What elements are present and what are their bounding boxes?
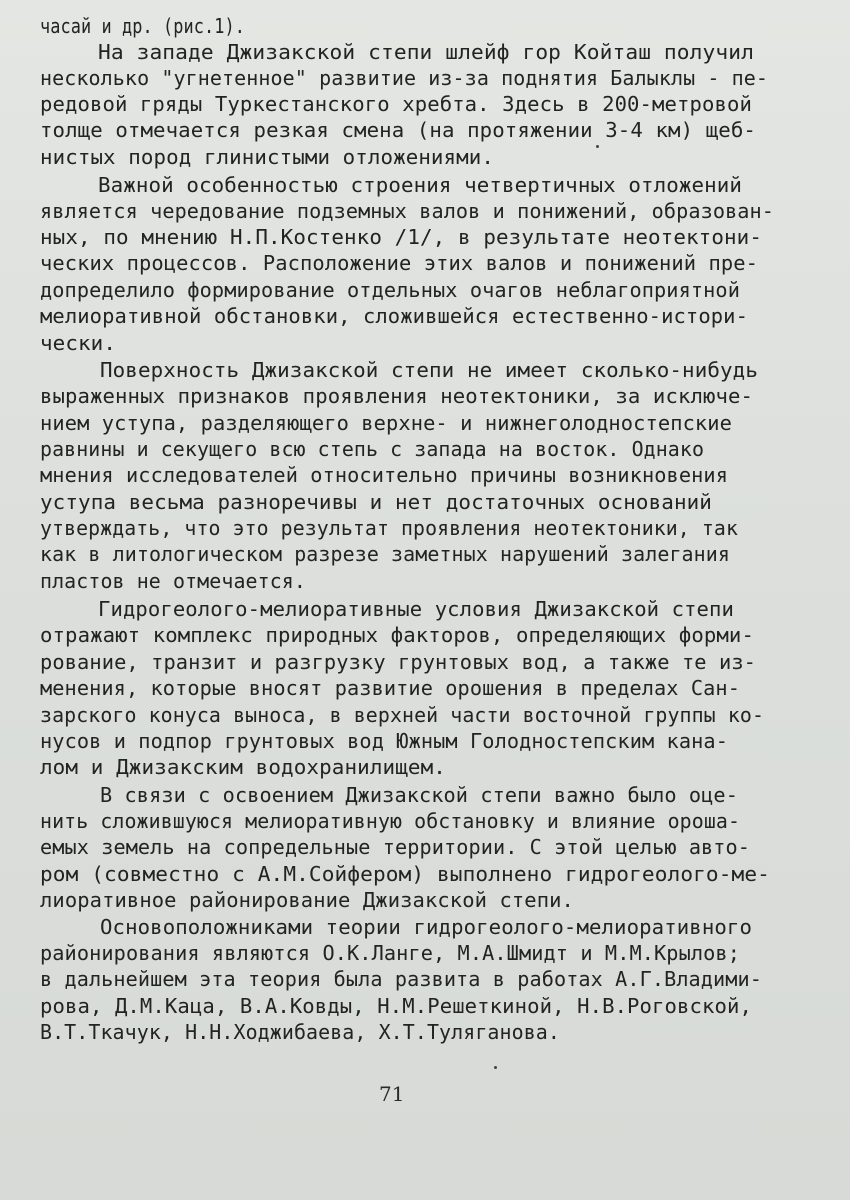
text-line: является чередование подземных валов и понижений, образован- [40, 199, 775, 223]
text-line: ром (совместно с А.М.Сойфером) выполнено гидрогеолого-ме- [40, 862, 770, 886]
text-line: утверждать, что это результат проявления неотектоники, так [40, 516, 738, 540]
text-line: В связи с освоением Джизакской степи важно было оце- [100, 783, 738, 807]
text-line: несколько "угнетенное" развитие из-за поднятия Балыклы - пе- [40, 66, 769, 90]
text-line: Гидрогеолого-мелиоративные условия Джизакской степи [98, 597, 734, 621]
text-line: лиоративное районирование Джизакской степи. [40, 888, 574, 912]
text-line: допределило формирование отдельных очагов неблагоприятной [40, 278, 741, 302]
page-number: 71 [379, 1082, 405, 1106]
text-line: часай и др. (рис.1). [40, 14, 245, 38]
text-line: редовой гряды Туркестанского хребта. Здесь в 200-метровой [40, 92, 752, 116]
text-line: нистых пород глинистыми отложениями. [40, 145, 494, 169]
text-line: пластов не отмечается. [40, 569, 306, 593]
text-line: зарского конуса выноса, в верхней части восточной группы ко- [40, 703, 765, 727]
text-line: лом и Джизакским водохранилищем. [40, 755, 446, 779]
text-line: районирования являются О.К.Ланге, М.А.Шмидт и М.М.Крылов; [40, 941, 741, 965]
text-line: равнины и секущего всю степь с запада на восток. Однако [40, 437, 705, 461]
text-line: чески. [40, 331, 116, 355]
text-line: менения, которые вносят развитие орошения в пределах Сан- [40, 676, 741, 700]
text-line: На западе Джизакской степи шлейф гор Койташ получил [98, 40, 754, 64]
text-line: как в литологическом разрезе заметных нарушений залегания [40, 542, 730, 566]
text-line: рова, Д.М.Каца, В.А.Ковды, Н.М.Решеткиной, Н.В.Роговской, [40, 994, 752, 1018]
text-line: выраженных признаков проявления неотектоники, за исключе- [40, 384, 754, 408]
text-line: ных, по мнению Н.П.Костенко /1/, в результате неотектони- [40, 225, 763, 249]
text-line: мелиоративной обстановки, сложившейся естественно-истори- [40, 304, 749, 328]
ink-speck [596, 145, 599, 148]
text-line: емых земель на сопредельные территории. С этой целью авто- [40, 835, 751, 859]
text-line: В.Т.Ткачук, Н.Н.Ходжибаева, Х.Т.Туляганова. [40, 1020, 560, 1044]
text-line: в дальнейшем эта теория была развита в работах А.Г.Владими- [40, 967, 762, 991]
text-line: рование, транзит и разгрузку грунтовых вод, а также те из- [40, 650, 757, 674]
text-line: нусов и подпор грунтовых вод Южным Голодностепским кана- [40, 729, 728, 753]
text-line: ческих процессов. Расположение этих валов и понижений пре- [40, 251, 758, 275]
text-line: Поверхность Джизакской степи не имеет сколько-нибудь [100, 358, 758, 382]
text-line: мнения исследователей относительно причины возникновения [40, 463, 728, 487]
text-line: нить сложившуюся мелиоративную обстановку и влияние ороша- [40, 809, 741, 833]
text-line: Основоположниками теории гидрогеолого-мелиоративного [100, 915, 752, 939]
text-line: уступа весьма разноречивы и нет достаточных оснований [40, 490, 712, 514]
text-line: Важной особенностью строения четвертичных отложений [98, 173, 742, 197]
text-line: толще отмечается резкая смена (на протяжении 3-4 км) щеб- [40, 118, 756, 142]
text-line: нием уступа, разделяющего верхне- и нижнеголодностепские [40, 411, 733, 435]
ink-speck [494, 1066, 497, 1069]
text-line: отражают комплекс природных факторов, определяющих форми- [40, 623, 754, 647]
